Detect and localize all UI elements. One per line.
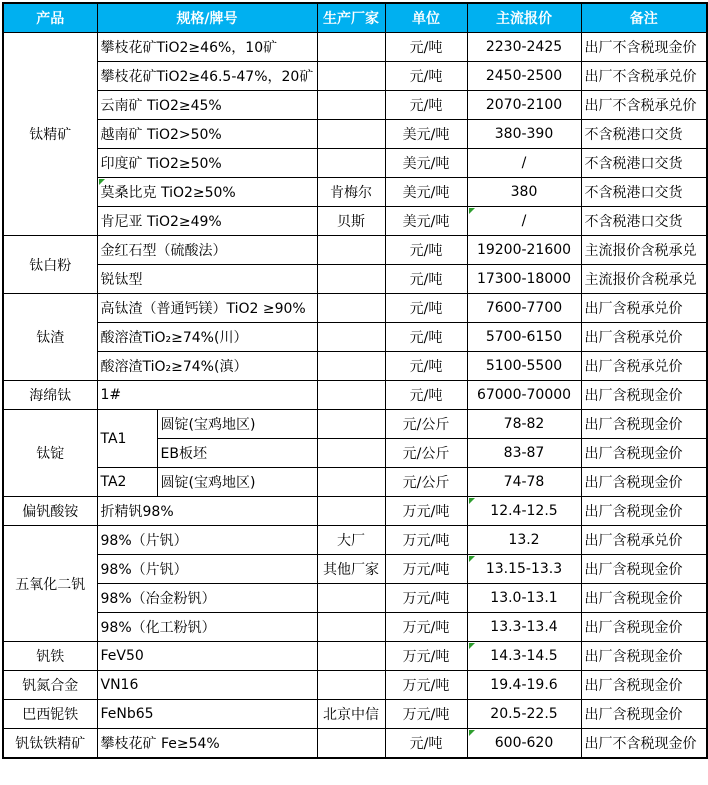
note-cell[interactable]: 主流报价含税承兑 bbox=[581, 265, 707, 294]
note-cell[interactable]: 出厂含税现金价 bbox=[581, 700, 707, 729]
unit-cell[interactable]: 元/吨 bbox=[385, 33, 467, 62]
maker-cell[interactable] bbox=[317, 671, 385, 700]
table-row bbox=[3, 207, 707, 236]
maker-cell[interactable] bbox=[317, 62, 385, 91]
maker-cell[interactable] bbox=[317, 91, 385, 120]
maker-cell[interactable] bbox=[317, 323, 385, 352]
spec-cell[interactable]: 印度矿 TiO2≥50% bbox=[97, 149, 317, 178]
spec-cell[interactable]: 98%（片钒） bbox=[97, 526, 317, 555]
maker-cell[interactable] bbox=[317, 410, 385, 439]
table-row bbox=[3, 236, 707, 265]
price-table-body bbox=[3, 33, 707, 759]
table-row bbox=[3, 526, 707, 555]
price-cell[interactable]: 600-620 bbox=[467, 729, 581, 759]
spec-cell[interactable]: 98%（片钒） bbox=[97, 555, 317, 584]
maker-cell[interactable]: 其他厂家 bbox=[317, 555, 385, 584]
unit-cell[interactable]: 元/吨 bbox=[385, 91, 467, 120]
spec-grade-cell[interactable]: TA2 bbox=[97, 468, 157, 497]
product-cell[interactable]: 海绵钛 bbox=[3, 381, 97, 410]
spec-cell[interactable]: 高钛渣（普通钙镁）TiO2 ≥90% bbox=[97, 294, 317, 323]
product-cell[interactable]: 偏钒酸铵 bbox=[3, 497, 97, 526]
header-note[interactable]: 备注 bbox=[581, 3, 707, 33]
note-cell[interactable]: 出厂含税现金价 bbox=[581, 439, 707, 468]
price-cell[interactable]: 380-390 bbox=[467, 120, 581, 149]
comment-marker-icon bbox=[99, 179, 105, 185]
comment-marker-icon bbox=[469, 643, 475, 649]
maker-cell[interactable] bbox=[317, 468, 385, 497]
table-row bbox=[3, 468, 707, 497]
price-cell[interactable]: 13.0-13.1 bbox=[467, 584, 581, 613]
table-row bbox=[3, 642, 707, 671]
note-cell[interactable]: 出厂含税现金价 bbox=[581, 613, 707, 642]
unit-cell[interactable]: 元/吨 bbox=[385, 62, 467, 91]
note-cell[interactable]: 出厂含税承兑价 bbox=[581, 526, 707, 555]
note-cell[interactable]: 出厂含税现金价 bbox=[581, 410, 707, 439]
price-cell[interactable]: 380 bbox=[467, 178, 581, 207]
table-row bbox=[3, 323, 707, 352]
spec-cell[interactable]: 肯尼亚 TiO2≥49% bbox=[97, 207, 317, 236]
unit-cell[interactable]: 元/公斤 bbox=[385, 468, 467, 497]
spec-cell[interactable]: 圆锭(宝鸡地区) bbox=[157, 468, 317, 497]
spec-cell[interactable]: 越南矿 TiO2>50% bbox=[97, 120, 317, 149]
product-cell[interactable]: 钒氮合金 bbox=[3, 671, 97, 700]
note-cell[interactable]: 出厂含税承兑价 bbox=[581, 323, 707, 352]
note-cell[interactable]: 不含税港口交货 bbox=[581, 149, 707, 178]
unit-cell[interactable]: 万元/吨 bbox=[385, 642, 467, 671]
spec-cell[interactable]: FeNb65 bbox=[97, 700, 317, 729]
table-row bbox=[3, 352, 707, 381]
table-row bbox=[3, 410, 707, 439]
unit-cell[interactable]: 万元/吨 bbox=[385, 671, 467, 700]
table-row bbox=[3, 584, 707, 613]
price-cell[interactable]: 2070-2100 bbox=[467, 91, 581, 120]
unit-cell[interactable]: 万元/吨 bbox=[385, 497, 467, 526]
maker-cell[interactable] bbox=[317, 294, 385, 323]
spec-cell[interactable]: 酸溶渣TiO₂≥74%(滇） bbox=[97, 352, 317, 381]
price-cell[interactable]: 14.3-14.5 bbox=[467, 642, 581, 671]
maker-cell[interactable] bbox=[317, 642, 385, 671]
price-cell[interactable]: 17300-18000 bbox=[467, 265, 581, 294]
note-cell[interactable]: 出厂不含税现金价 bbox=[581, 729, 707, 759]
maker-cell[interactable]: 北京中信 bbox=[317, 700, 385, 729]
table-row bbox=[3, 497, 707, 526]
table-row bbox=[3, 671, 707, 700]
comment-marker-icon bbox=[469, 730, 475, 736]
price-cell[interactable]: 19.4-19.6 bbox=[467, 671, 581, 700]
note-cell[interactable]: 出厂含税现金价 bbox=[581, 671, 707, 700]
table-row bbox=[3, 91, 707, 120]
table-row bbox=[3, 381, 707, 410]
product-cell[interactable]: 巴西铌铁 bbox=[3, 700, 97, 729]
product-cell[interactable]: 钒铁 bbox=[3, 642, 97, 671]
header-maker[interactable]: 生产厂家 bbox=[317, 3, 385, 33]
table-row bbox=[3, 120, 707, 149]
unit-cell[interactable]: 元/吨 bbox=[385, 352, 467, 381]
product-cell[interactable]: 五氧化二钒 bbox=[3, 526, 97, 642]
comment-marker-icon bbox=[469, 498, 475, 504]
price-cell[interactable]: / bbox=[467, 207, 581, 236]
price-cell[interactable]: 83-87 bbox=[467, 439, 581, 468]
unit-cell[interactable]: 万元/吨 bbox=[385, 526, 467, 555]
price-cell[interactable]: 12.4-12.5 bbox=[467, 497, 581, 526]
price-cell[interactable]: 78-82 bbox=[467, 410, 581, 439]
header-price[interactable]: 主流报价 bbox=[467, 3, 581, 33]
maker-cell[interactable] bbox=[317, 439, 385, 468]
comment-marker-icon bbox=[469, 208, 475, 214]
table-row bbox=[3, 265, 707, 294]
note-cell[interactable]: 出厂不含税承兑价 bbox=[581, 62, 707, 91]
note-cell[interactable]: 出厂含税承兑价 bbox=[581, 294, 707, 323]
maker-cell[interactable]: 大厂 bbox=[317, 526, 385, 555]
spec-cell[interactable]: 1# bbox=[97, 381, 317, 410]
unit-cell[interactable]: 美元/吨 bbox=[385, 207, 467, 236]
product-cell[interactable]: 钛渣 bbox=[3, 294, 97, 381]
note-cell[interactable]: 出厂含税现金价 bbox=[581, 497, 707, 526]
unit-cell[interactable]: 万元/吨 bbox=[385, 555, 467, 584]
spec-cell[interactable]: 锐钛型 bbox=[97, 265, 317, 294]
table-row bbox=[3, 149, 707, 178]
table-row bbox=[3, 555, 707, 584]
comment-marker-icon bbox=[469, 556, 475, 562]
table-row bbox=[3, 62, 707, 91]
note-cell[interactable]: 不含税港口交货 bbox=[581, 207, 707, 236]
product-cell[interactable]: 钒钛铁精矿 bbox=[3, 729, 97, 759]
note-cell[interactable]: 出厂不含税现金价 bbox=[581, 33, 707, 62]
unit-cell[interactable]: 美元/吨 bbox=[385, 178, 467, 207]
table-row bbox=[3, 613, 707, 642]
unit-cell[interactable]: 元/公斤 bbox=[385, 439, 467, 468]
maker-cell[interactable] bbox=[317, 584, 385, 613]
table-row bbox=[3, 294, 707, 323]
spec-cell[interactable]: 金红石型（硫酸法） bbox=[97, 236, 317, 265]
table-row bbox=[3, 700, 707, 729]
price-cell[interactable]: 5100-5500 bbox=[467, 352, 581, 381]
spec-cell[interactable]: 圆锭(宝鸡地区) bbox=[157, 410, 317, 439]
price-cell[interactable]: 7600-7700 bbox=[467, 294, 581, 323]
spec-cell[interactable]: 98%（冶金粉钒） bbox=[97, 584, 317, 613]
maker-cell[interactable] bbox=[317, 613, 385, 642]
spec-grade-cell[interactable]: TA1 bbox=[97, 410, 157, 468]
spec-cell[interactable]: 攀枝花矿 Fe≥54% bbox=[97, 729, 317, 759]
price-cell[interactable]: 74-78 bbox=[467, 468, 581, 497]
unit-cell[interactable]: 美元/吨 bbox=[385, 149, 467, 178]
maker-cell[interactable] bbox=[317, 381, 385, 410]
unit-cell[interactable]: 元/吨 bbox=[385, 265, 467, 294]
maker-cell[interactable] bbox=[317, 497, 385, 526]
spec-cell[interactable]: 攀枝花矿TiO2≥46%，10矿 bbox=[97, 33, 317, 62]
spec-cell[interactable]: VN16 bbox=[97, 671, 317, 700]
price-cell[interactable]: 13.2 bbox=[467, 526, 581, 555]
table-row bbox=[3, 178, 707, 207]
price-table bbox=[2, 2, 708, 759]
price-cell[interactable]: 67000-70000 bbox=[467, 381, 581, 410]
spec-cell[interactable]: 98%（化工粉钒） bbox=[97, 613, 317, 642]
spec-cell[interactable]: 云南矿 TiO2≥45% bbox=[97, 91, 317, 120]
price-cell[interactable]: 2450-2500 bbox=[467, 62, 581, 91]
unit-cell[interactable]: 元/吨 bbox=[385, 323, 467, 352]
maker-cell[interactable] bbox=[317, 729, 385, 759]
price-cell[interactable]: / bbox=[467, 149, 581, 178]
unit-cell[interactable]: 万元/吨 bbox=[385, 700, 467, 729]
product-cell[interactable]: 钛精矿 bbox=[3, 33, 97, 236]
note-cell[interactable]: 主流报价含税承兑 bbox=[581, 236, 707, 265]
table-row bbox=[3, 729, 707, 759]
note-cell[interactable]: 出厂含税现金价 bbox=[581, 555, 707, 584]
header-spec[interactable]: 规格/牌号 bbox=[97, 3, 317, 33]
note-cell[interactable]: 出厂含税现金价 bbox=[581, 642, 707, 671]
header-row bbox=[3, 3, 707, 33]
price-cell[interactable]: 13.3-13.4 bbox=[467, 613, 581, 642]
price-cell[interactable]: 20.5-22.5 bbox=[467, 700, 581, 729]
maker-cell[interactable]: 贝斯 bbox=[317, 207, 385, 236]
maker-cell[interactable] bbox=[317, 149, 385, 178]
note-cell[interactable]: 不含税港口交货 bbox=[581, 178, 707, 207]
unit-cell[interactable]: 元/公斤 bbox=[385, 410, 467, 439]
spec-cell[interactable]: 酸溶渣TiO₂≥74%(川） bbox=[97, 323, 317, 352]
spec-cell[interactable]: EB板坯 bbox=[157, 439, 317, 468]
maker-cell[interactable] bbox=[317, 236, 385, 265]
header-product[interactable]: 产品 bbox=[3, 3, 97, 33]
product-cell[interactable]: 钛白粉 bbox=[3, 236, 97, 294]
maker-cell[interactable] bbox=[317, 120, 385, 149]
note-cell[interactable]: 出厂含税现金价 bbox=[581, 468, 707, 497]
price-cell[interactable]: 2230-2425 bbox=[467, 33, 581, 62]
maker-cell[interactable] bbox=[317, 33, 385, 62]
unit-cell[interactable]: 元/吨 bbox=[385, 236, 467, 265]
unit-cell[interactable]: 万元/吨 bbox=[385, 584, 467, 613]
maker-cell[interactable]: 肯梅尔 bbox=[317, 178, 385, 207]
note-cell[interactable]: 出厂含税现金价 bbox=[581, 381, 707, 410]
spec-cell[interactable]: 莫桑比克 TiO2≥50% bbox=[97, 178, 317, 207]
product-cell[interactable]: 钛锭 bbox=[3, 410, 97, 497]
note-cell[interactable]: 出厂含税承兑价 bbox=[581, 352, 707, 381]
note-cell[interactable]: 不含税港口交货 bbox=[581, 120, 707, 149]
unit-cell[interactable]: 元/吨 bbox=[385, 381, 467, 410]
unit-cell[interactable]: 元/吨 bbox=[385, 729, 467, 759]
price-cell[interactable]: 19200-21600 bbox=[467, 236, 581, 265]
spec-cell[interactable]: 折精钒98% bbox=[97, 497, 317, 526]
maker-cell[interactable] bbox=[317, 265, 385, 294]
note-cell[interactable]: 出厂含税现金价 bbox=[581, 584, 707, 613]
spec-cell[interactable]: FeV50 bbox=[97, 642, 317, 671]
spec-cell[interactable]: 攀枝花矿TiO2≥46.5-47%，20矿 bbox=[97, 62, 317, 91]
table-row bbox=[3, 33, 707, 62]
note-cell[interactable]: 出厂不含税承兑价 bbox=[581, 91, 707, 120]
price-cell[interactable]: 5700-6150 bbox=[467, 323, 581, 352]
unit-cell[interactable]: 元/吨 bbox=[385, 294, 467, 323]
price-cell[interactable]: 13.15-13.3 bbox=[467, 555, 581, 584]
unit-cell[interactable]: 万元/吨 bbox=[385, 613, 467, 642]
maker-cell[interactable] bbox=[317, 352, 385, 381]
header-unit[interactable]: 单位 bbox=[385, 3, 467, 33]
unit-cell[interactable]: 美元/吨 bbox=[385, 120, 467, 149]
